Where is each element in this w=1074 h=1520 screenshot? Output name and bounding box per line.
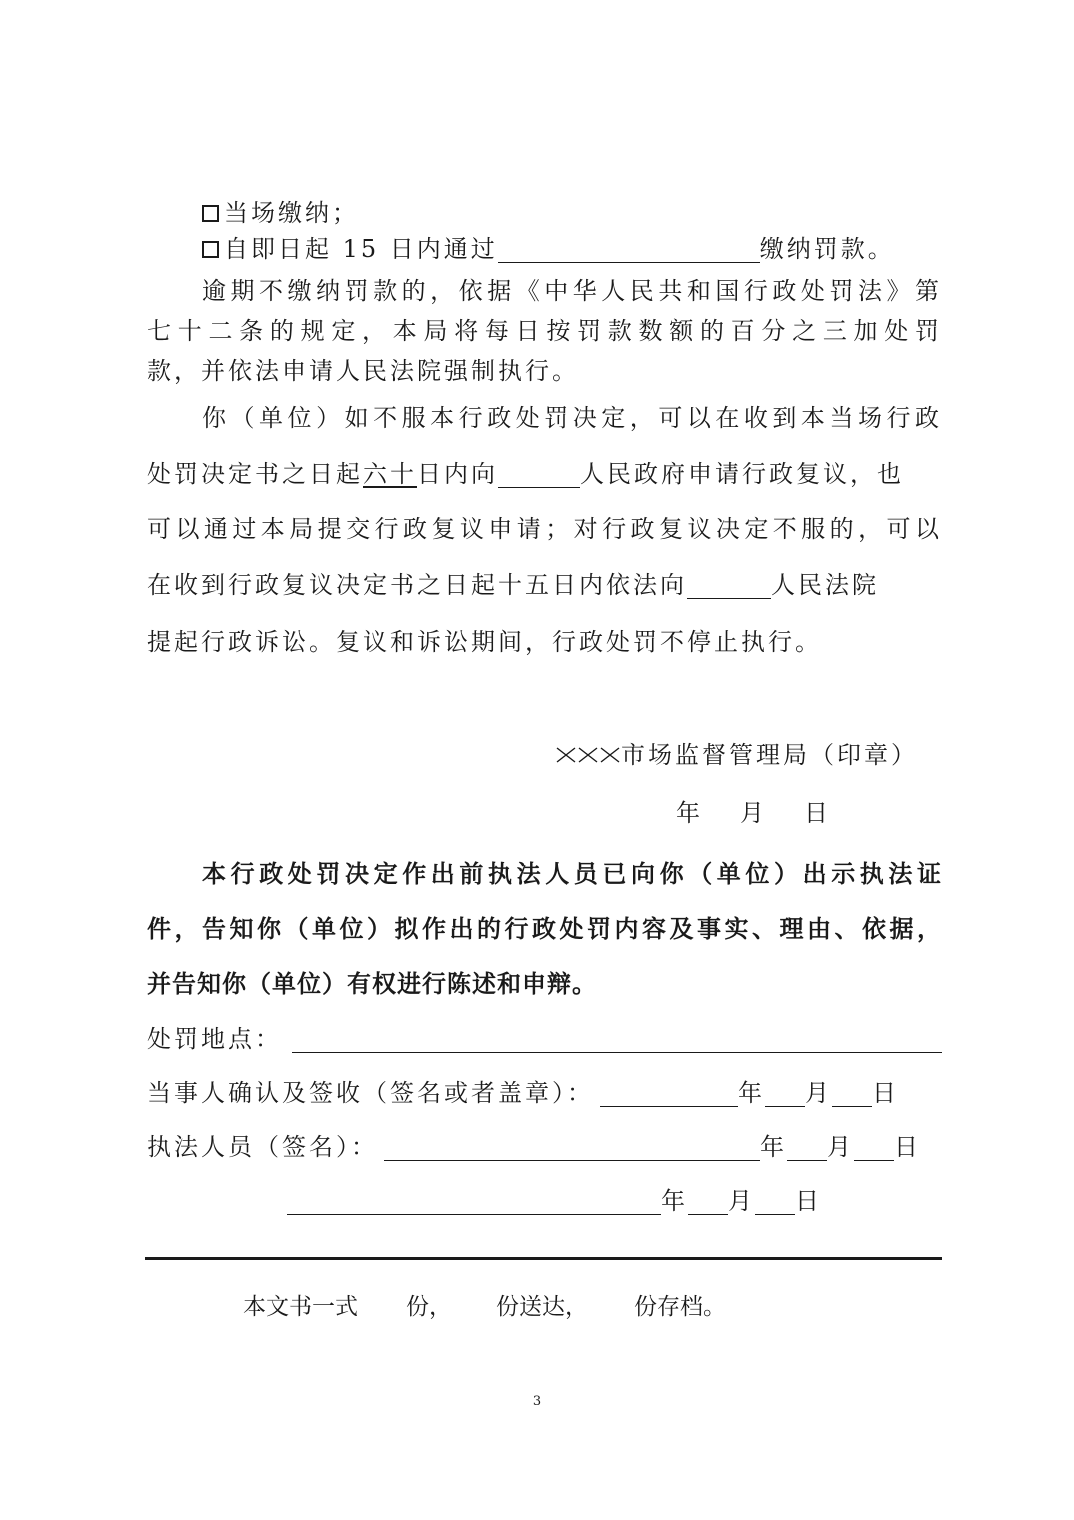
divider-rule [145, 1257, 942, 1260]
party-day-input[interactable] [832, 1080, 872, 1107]
issuer-authority: 市场监督管理局（印章） [555, 738, 955, 772]
officer-month-input[interactable] [787, 1134, 827, 1161]
notice-line-3: 并告知你（单位）有权进行陈述和申辩。 [147, 969, 597, 998]
copies-line: 本文书一式 份， 份送达， 份存档。 [243, 1294, 726, 1320]
overdue-line-1: 逾期不缴纳罚款的，依据《中华人民共和国行政处罚法》第 [202, 277, 942, 305]
party-month-input[interactable] [765, 1080, 805, 1107]
notice-line-1: 本行政处罚决定作出前执法人员已向你（单位）出示执法证 [202, 859, 942, 888]
appeal-line-3: 可以通过本局提交行政复议申请；对行政复议决定不服的，可以 [147, 515, 942, 543]
second-officer-signature-input[interactable] [287, 1188, 661, 1215]
officer-signature-row: 执法人员（签名）： 年 月 日 [147, 1133, 921, 1161]
place-field [147, 1022, 942, 1056]
officer-signature-input[interactable] [384, 1134, 760, 1161]
appeal-line-1: 你（单位）如不服本行政处罚决定，可以在收到本当场行政 [202, 404, 942, 432]
payment-channel-blank[interactable] [498, 236, 760, 263]
appeal-line-5: 提起行政诉讼。复议和诉讼期间，行政处罚不停止执行。 [147, 628, 822, 656]
overdue-line-2: 七十二条的规定，本局将每日按罚款数额的百分之三加处罚 [147, 317, 942, 345]
second-officer-month-input[interactable] [688, 1188, 728, 1215]
appeal-line-2: 处罚决定书之日起六十日内向 人民政府申请行政复议，也 [147, 460, 904, 488]
checkbox-transfer[interactable] [202, 241, 219, 258]
second-officer-row: 年 月 日 [287, 1184, 887, 1218]
party-signature-input[interactable] [600, 1080, 738, 1107]
redaction-x-icon [555, 746, 577, 764]
appeal-line-4: 在收到行政复议决定书之日起十五日内依法向 人民法院 [147, 571, 879, 599]
option-onsite: 当场缴纳； [147, 196, 942, 230]
officer-day-input[interactable] [854, 1134, 894, 1161]
place-label: 处罚地点： [147, 1025, 282, 1053]
place-input[interactable] [292, 1026, 942, 1053]
overdue-line-3: 款，并依法申请人民法院强制执行。 [147, 357, 579, 385]
court-blank[interactable] [687, 572, 771, 599]
redaction-x-icon [577, 746, 599, 764]
second-officer-day-input[interactable] [755, 1188, 795, 1215]
appeal-days: 六十 [363, 460, 417, 488]
redaction-x-icon [599, 746, 621, 764]
page-number: 3 [532, 1394, 542, 1409]
option-transfer: 自即日起 15 日内通过 缴纳罚款。 [147, 232, 942, 266]
party-signature-row: 当事人确认及签收（签名或者盖章）： 年 月 日 [147, 1079, 899, 1107]
government-blank[interactable] [498, 461, 580, 488]
checkbox-onsite[interactable] [202, 205, 219, 222]
issuer-date: 年 月 日 [676, 799, 836, 827]
notice-line-2: 件，告知你（单位）拟作出的行政处罚内容及事实、理由、依据， [147, 914, 942, 943]
